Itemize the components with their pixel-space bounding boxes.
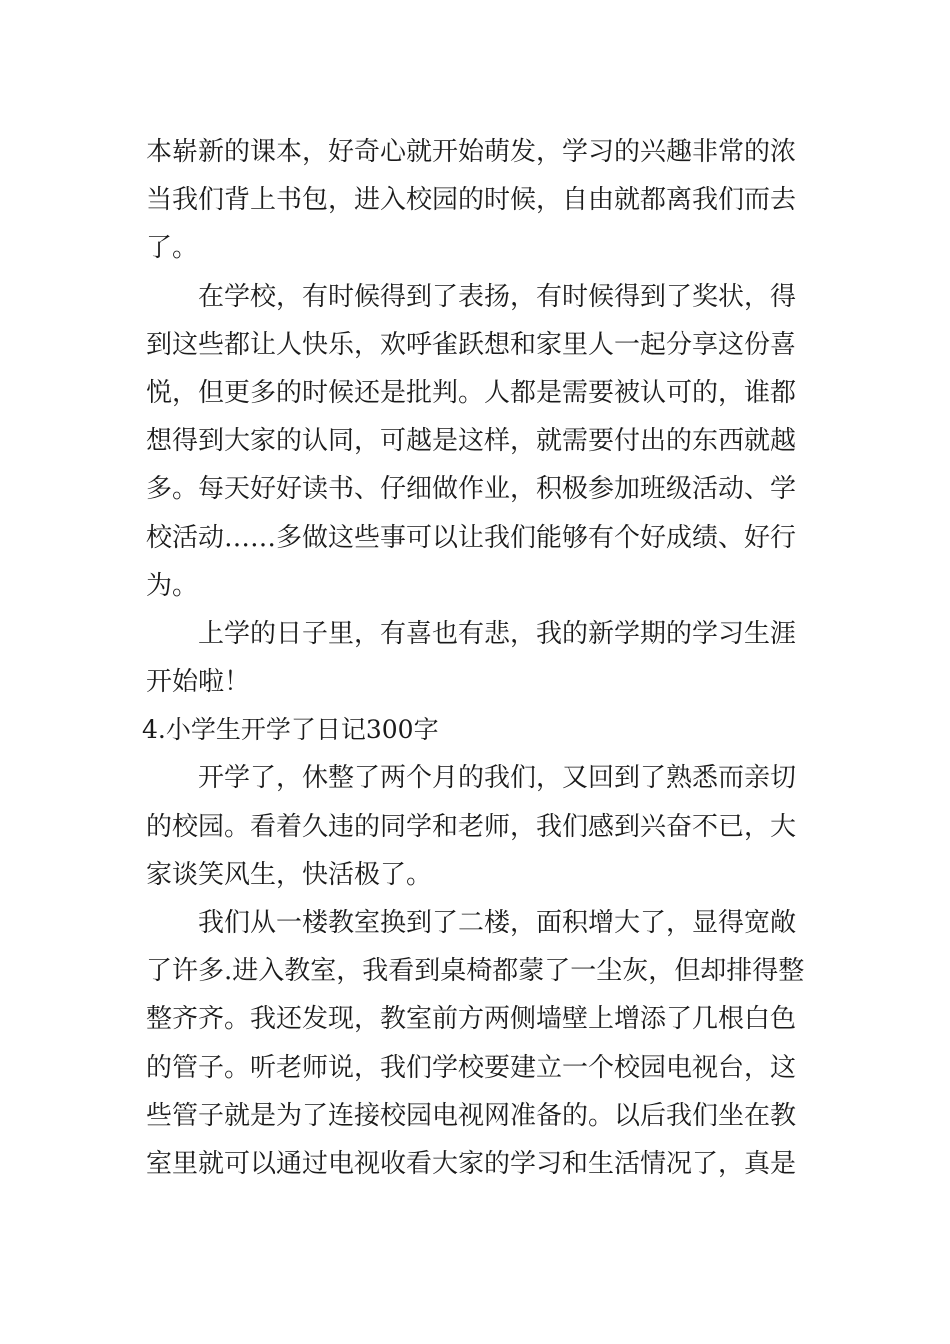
text-line: 到这些都让人快乐，欢呼雀跃想和家里人一起分享这份喜 <box>146 329 797 360</box>
text-line: 在学校，有时候得到了表扬，有时候得到了奖状，得 <box>146 281 797 312</box>
text-line: 整齐齐。我还发现，教室前方两侧墙壁上增添了几根白色 <box>146 1004 797 1035</box>
text-line: 上学的日子里，有喜也有悲，我的新学期的学习生涯 <box>146 618 797 649</box>
text-line: 了。 <box>146 233 199 264</box>
text-line: 些管子就是为了连接校园电视网准备的。以后我们坐在教 <box>146 1100 797 1131</box>
text-line: 室里就可以通过电视收看大家的学习和生活情况了，真是 <box>146 1148 797 1179</box>
section-heading: 4.小学生开学了日记300字 <box>142 715 439 745</box>
text-line: 校活动……多做这些事可以让我们能够有个好成绩、好行 <box>146 522 797 553</box>
text-line: 当我们背上书包，进入校园的时候，自由就都离我们而去 <box>146 185 797 216</box>
text-line: 想得到大家的认同，可越是这样，就需要付出的东西就越 <box>146 426 797 457</box>
text-line: 了许多.进入教室，我看到桌椅都蒙了一尘灰，但却排得整 <box>146 956 805 987</box>
document-page <box>142 128 812 1188</box>
text-line: 悦，但更多的时候还是批判。人都是需要被认可的，谁都 <box>146 377 797 408</box>
text-line: 为。 <box>146 570 199 601</box>
text-line: 的管子。听老师说，我们学校要建立一个校园电视台，这 <box>146 1052 797 1083</box>
text-line: 多。每天好好读书、仔细做作业，积极参加班级活动、学 <box>146 474 797 505</box>
text-line: 的校园。看着久违的同学和老师，我们感到兴奋不已，大 <box>146 811 797 842</box>
text-line: 家谈笑风生，快活极了。 <box>146 859 433 890</box>
text-line: 开始啦！ <box>146 667 251 698</box>
text-line: 开学了，休整了两个月的我们，又回到了熟悉而亲切 <box>146 763 797 794</box>
text-line: 本崭新的课本，好奇心就开始萌发，学习的兴趣非常的浓 <box>146 137 797 167</box>
text-line: 我们从一楼教室换到了二楼，面积增大了，显得宽敞 <box>146 908 797 938</box>
